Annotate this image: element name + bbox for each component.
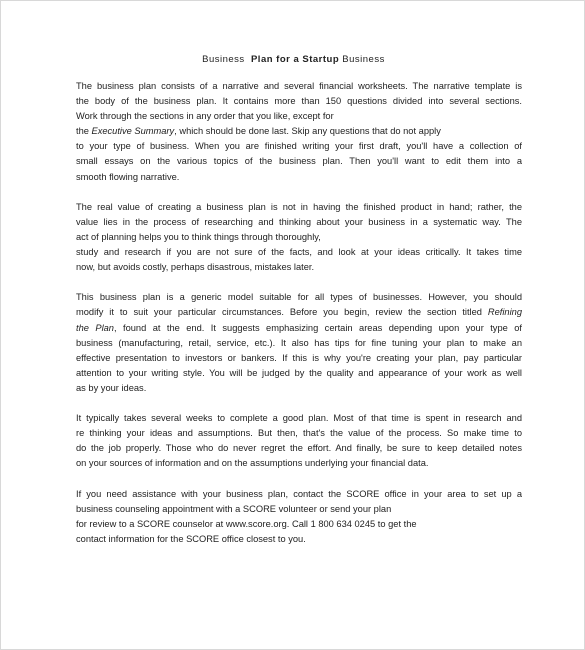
text-line: the body of the business plan. It contains more than 150 questions divided into several sections. (76, 96, 522, 107)
title-part-1: Business (202, 54, 245, 65)
italic-phrase: the Plan (76, 322, 114, 333)
paragraph-1 (76, 79, 522, 185)
text-line: the Executive Summary, which should be done last. Skip any questions that do not apply (76, 126, 441, 137)
document-body (76, 79, 522, 547)
italic-phrase: Refining (487, 307, 522, 318)
italic-phrase: Executive Summary (91, 126, 175, 137)
text-line: The real value of creating a business plan is not in having the finished product in hand; rather, the (76, 201, 522, 212)
paragraph-2 (76, 200, 522, 275)
text-line: The business plan consists of a narrative and several financial worksheets. The narrative template is (76, 81, 522, 91)
text-line: modify it to suit your particular circumstances. Before you begin, review the section titled Refining (76, 307, 522, 318)
text-line: business counseling appointment with a SCORE volunteer or send your plan (76, 503, 392, 514)
text-line: This business plan is a generic model suitable for all types of businesses. However, you should (76, 292, 522, 303)
paragraph-gap (76, 275, 522, 290)
text-line: re thinking your ideas and assumptions. But then, that's the value of the process. So make time to (76, 428, 522, 439)
text-line: business (manufacturing, retail, service, etc.). It also has tips for fine tuning your plan to make an (76, 337, 522, 348)
text-line: on your sources of information and on the assumptions underlying your financial data. (76, 458, 429, 469)
text-line: attention to your writing style. You will be judged by the quality and appearance of your work as well (76, 367, 522, 378)
text-line: contact information for the SCORE office closest to you. (76, 533, 306, 544)
paragraph-3 (76, 290, 522, 396)
paragraph-gap (76, 396, 522, 411)
text-line: small essays on the various topics of the business plan. Then you'll want to edit them into a (76, 156, 522, 167)
text-line: effective presentation to investors or bankers. If this is why you're creating your plan, pay particular (76, 352, 522, 363)
text-line: for review to a SCORE counselor at www.score.org. Call 1 800 634 0245 to get the (76, 518, 417, 529)
text-line: the Plan, found at the end. It suggests emphasizing certain areas depending upon your type of (76, 322, 522, 333)
text-line: value lies in the process of researching and thinking about your business in a systematic way. The (76, 216, 522, 227)
text-line: If you need assistance with your business plan, contact the SCORE office in your area to set up a (76, 488, 522, 499)
page-title (1, 54, 585, 65)
text-line: as by your ideas. (76, 382, 147, 393)
paragraph-gap (76, 471, 522, 486)
title-part-2: Plan for a Startup (250, 54, 340, 65)
text-line: smooth flowing narrative. (76, 171, 180, 182)
text-line: act of planning helps you to think things through thoroughly, (76, 231, 321, 242)
text-line: now, but avoids costly, perhaps disastrous, mistakes later. (76, 262, 315, 273)
text-line: Work through the sections in any order that you like, except for (76, 111, 334, 122)
title-part-3: Business (342, 54, 385, 65)
paragraph-4 (76, 411, 522, 471)
text-line: It typically takes several weeks to complete a good plan. Most of that time is spent in research and (76, 413, 522, 424)
text-line: do the job properly. Those who do never regret the effort. And finally, be sure to keep detailed notes (76, 443, 522, 454)
paragraph-gap (76, 185, 522, 200)
text-line: to your type of business. When you are finished writing your first draft, you'll have a collection of (76, 141, 522, 152)
paragraph-5 (76, 487, 522, 547)
text-line: study and research if you are not sure of the facts, and look at your ideas critically. It takes time (76, 247, 522, 258)
